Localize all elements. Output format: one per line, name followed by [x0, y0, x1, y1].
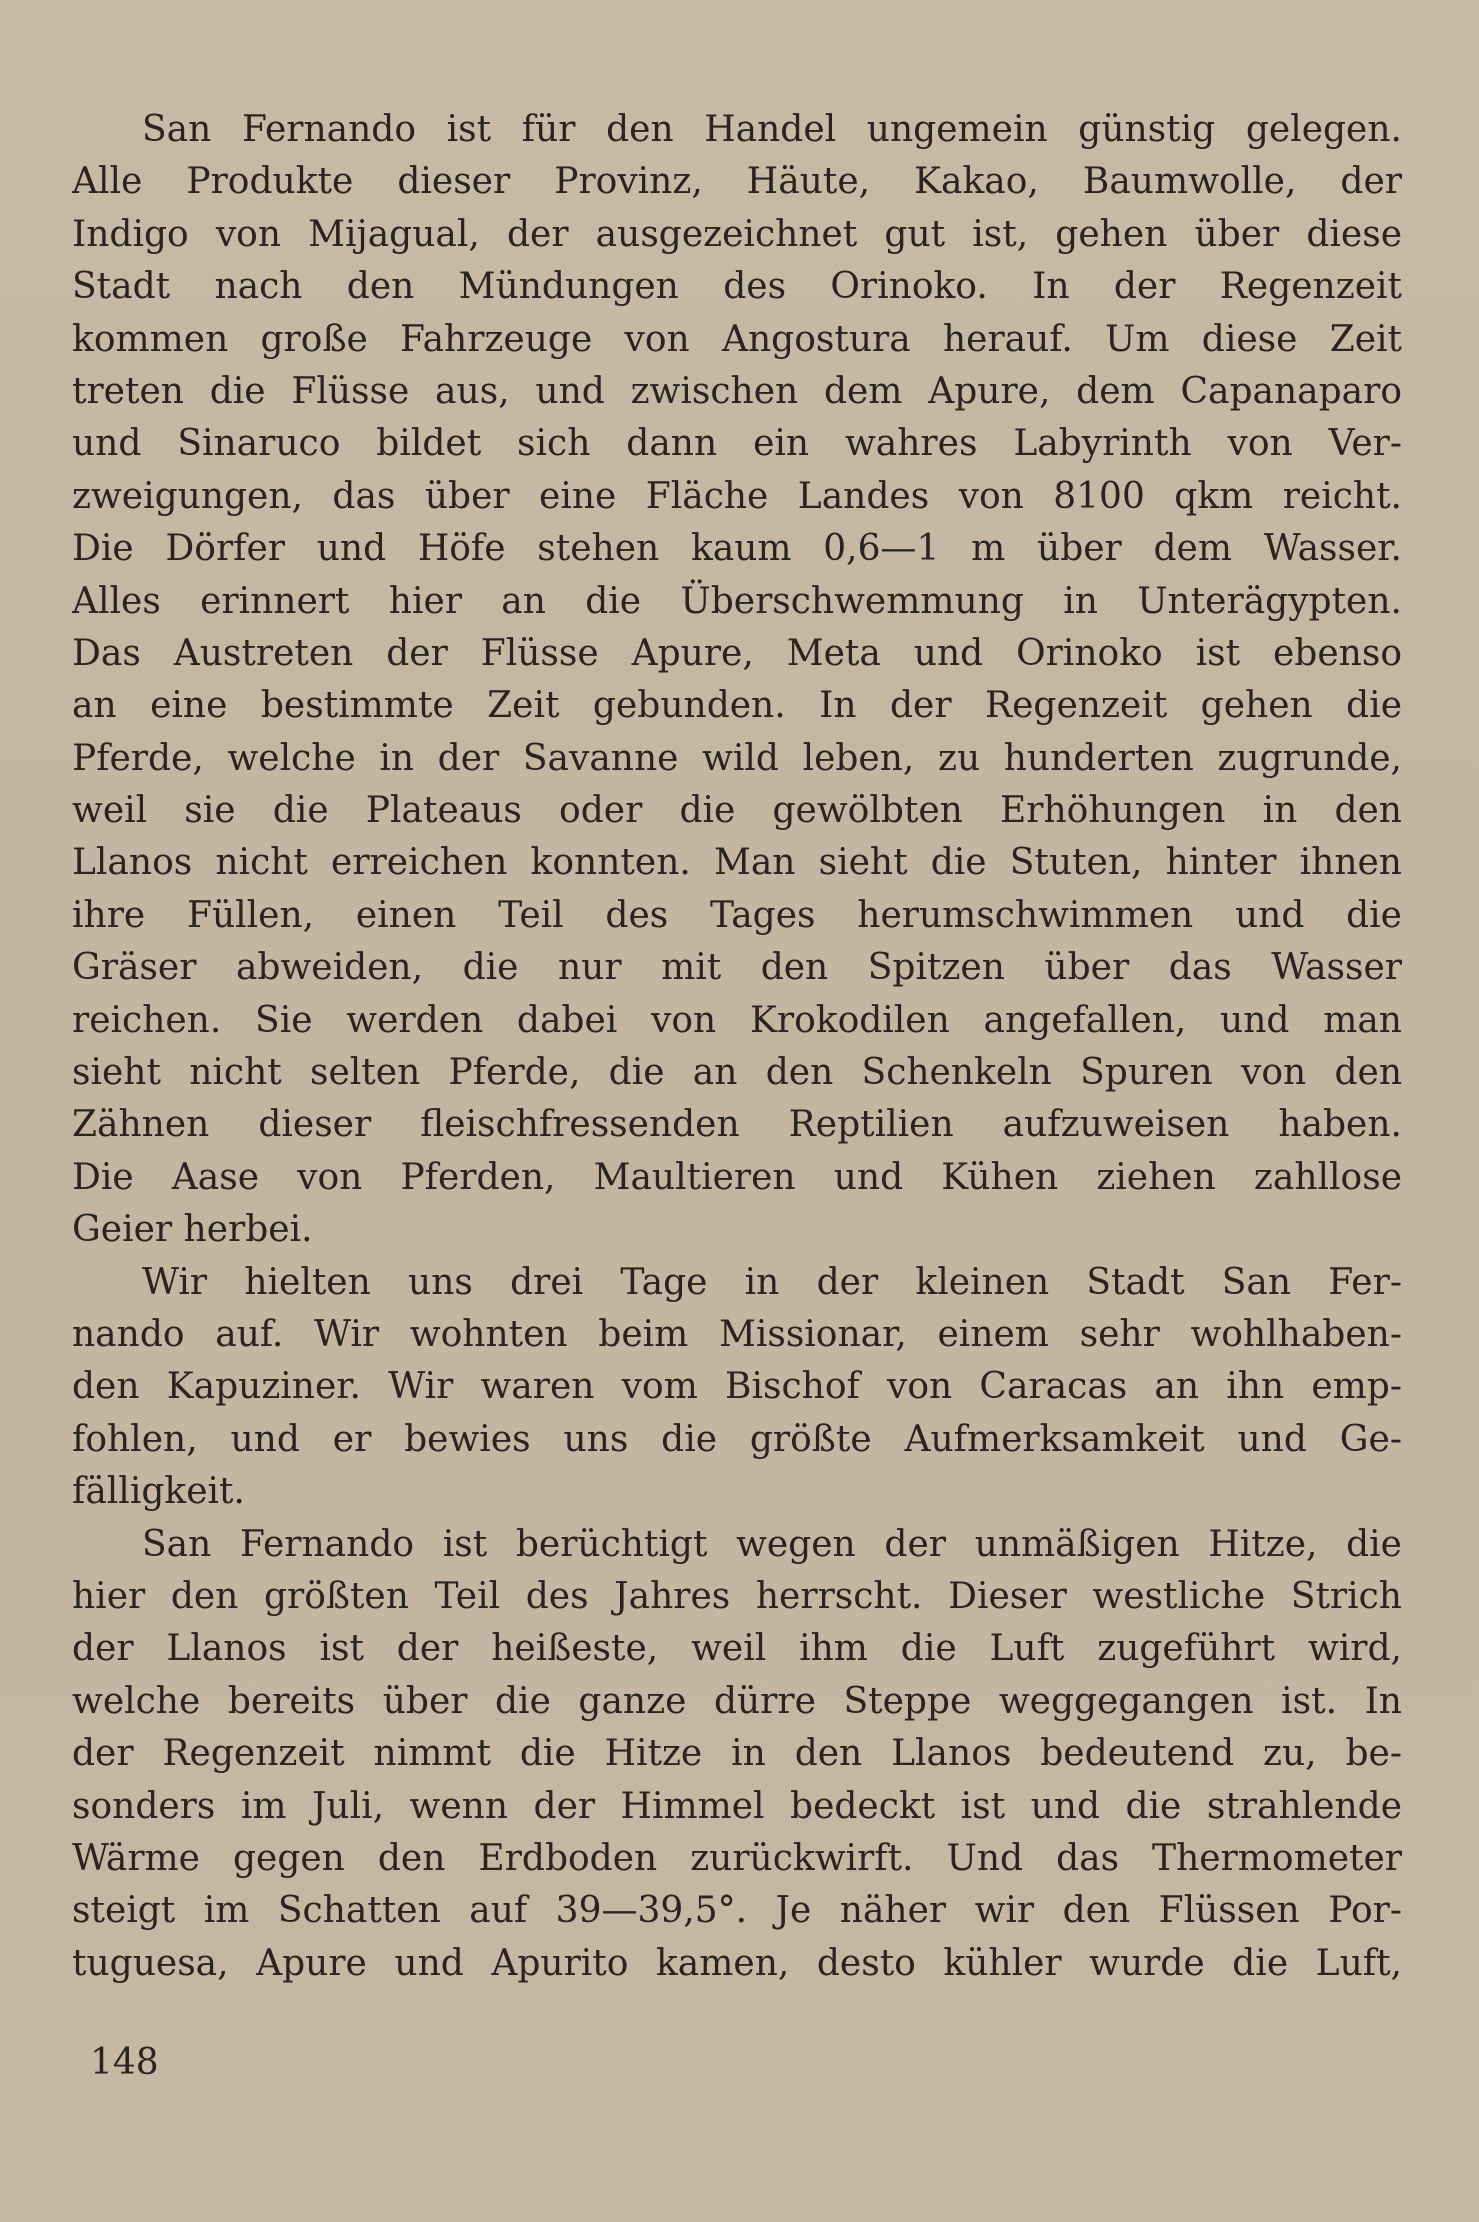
- text-line: hier den größten Teil des Jahres herrscht. Dieser westliche Strich: [72, 1575, 1402, 1617]
- text-line: kommen große Fahrzeuge von Angostura herauf. Um diese Zeit: [72, 318, 1402, 360]
- text-line: Pferde, welche in der Savanne wild leben, zu hunderten zugrunde,: [72, 737, 1402, 779]
- text-line: sieht nicht selten Pferde, die an den Schenkeln Spuren von den: [72, 1052, 1402, 1094]
- paragraph-2: [72, 1257, 1402, 1519]
- text-line: ihre Füllen, einen Teil des Tages herumschwimmen und die: [72, 894, 1402, 936]
- text-line: Die Aase von Pferden, Maultieren und Kühen ziehen zahllose: [72, 1156, 1402, 1198]
- page-number: 148: [90, 2042, 159, 2083]
- text-line: steigt im Schatten auf 39—39,5°. Je näher wir den Flüssen Por-: [72, 1890, 1402, 1932]
- text-line: reichen. Sie werden dabei von Krokodilen angefallen, und man: [72, 999, 1402, 1041]
- text-line: Zähnen dieser fleischfressenden Reptilien aufzuweisen haben.: [72, 1104, 1402, 1146]
- text-line: fohlen, und er bewies uns die größte Aufmerksamkeit und Ge-: [72, 1418, 1402, 1460]
- text-line: der Llanos ist der heißeste, weil ihm die Luft zugeführt wird,: [72, 1628, 1402, 1670]
- text-line: Stadt nach den Mündungen des Orinoko. In der Regenzeit: [72, 266, 1402, 308]
- text-line: treten die Flüsse aus, und zwischen dem Apure, dem Capanaparo: [72, 370, 1402, 412]
- text-line: der Regenzeit nimmt die Hitze in den Llanos bedeutend zu, be-: [72, 1733, 1402, 1775]
- text-line: an eine bestimmte Zeit gebunden. In der Regenzeit gehen die: [72, 685, 1402, 727]
- text-line: zweigungen, das über eine Fläche Landes von 8100 qkm reicht.: [72, 475, 1402, 517]
- text-line: Die Dörfer und Höfe stehen kaum 0,6—1 m über dem Wasser.: [72, 528, 1402, 570]
- paragraph-3: [72, 1519, 1402, 1991]
- body-text: [72, 104, 1402, 1990]
- text-line: den Kapuziner. Wir waren vom Bischof von Caracas an ihn emp-: [72, 1366, 1402, 1408]
- text-line: Wärme gegen den Erdboden zurückwirft. Und das Thermometer: [72, 1837, 1402, 1879]
- text-line: Alles erinnert hier an die Überschwemmung in Unterägypten.: [72, 580, 1402, 622]
- text-line: weil sie die Plateaus oder die gewölbten Erhöhungen in den: [72, 790, 1402, 832]
- text-line: welche bereits über die ganze dürre Steppe weggegangen ist. In: [72, 1680, 1402, 1722]
- text-line: fälligkeit.: [72, 1471, 245, 1513]
- text-line: sonders im Juli, wenn der Himmel bedeckt ist und die strahlende: [72, 1785, 1402, 1827]
- text-line: Wir hielten uns drei Tage in der kleinen Stadt San Fer-: [142, 1261, 1402, 1303]
- paragraph-1: [72, 104, 1402, 1257]
- text-line: Indigo von Mijagual, der ausgezeichnet gut ist, gehen über diese: [72, 213, 1402, 255]
- text-line: Alle Produkte dieser Provinz, Häute, Kakao, Baumwolle, der: [72, 161, 1402, 203]
- text-line: und Sinaruco bildet sich dann ein wahres Labyrinth von Ver-: [72, 423, 1402, 465]
- text-line: Llanos nicht erreichen konnten. Man sieht die Stuten, hinter ihnen: [72, 842, 1402, 884]
- text-line: San Fernando ist berüchtigt wegen der unmäßigen Hitze, die: [142, 1523, 1402, 1565]
- text-line: Das Austreten der Flüsse Apure, Meta und Orinoko ist ebenso: [72, 632, 1402, 674]
- text-line: Gräser abweiden, die nur mit den Spitzen über das Wasser: [72, 947, 1402, 989]
- text-line: Geier herbei.: [72, 1209, 313, 1251]
- text-line: nando auf. Wir wohnten beim Missionar, einem sehr wohlhaben-: [72, 1313, 1402, 1355]
- text-line: San Fernando ist für den Handel ungemein günstig gelegen.: [142, 109, 1402, 150]
- text-line: tuguesa, Apure und Apurito kamen, desto kühler wurde die Luft,: [72, 1942, 1402, 1984]
